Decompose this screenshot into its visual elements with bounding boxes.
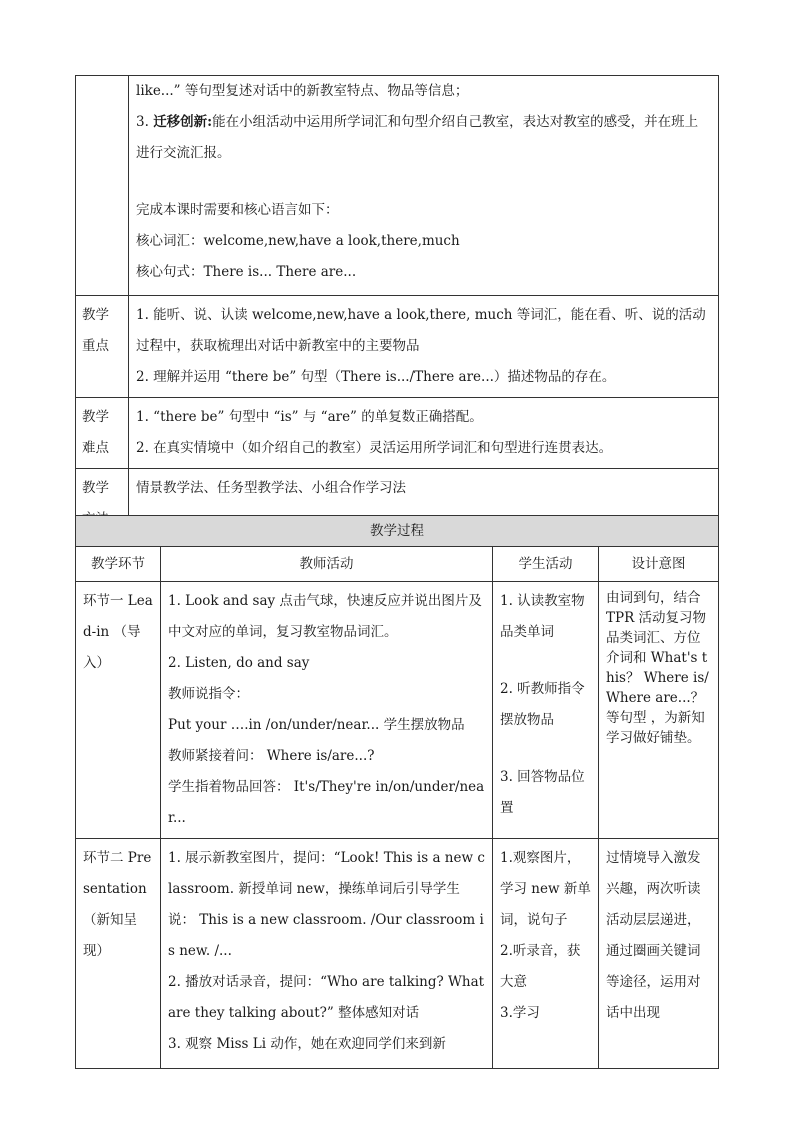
key-point-2: 2. 理解并运用 “there be” 句型（There is.../There are...）描述物品的存在。 [136,369,616,385]
teacher-step: 学生指着物品回答： It's/They're in/on/under/near... [168,779,485,826]
stage-name: 环节一 Lead-in （导入） [76,582,161,839]
teacher-activity [161,839,493,1069]
core-vocabulary: 核心词汇：welcome,new,have a look,there,much [136,233,460,249]
key-points-label: 教学重点 [76,296,129,398]
difficulties-content [129,398,719,469]
student-step: 1. 认读教室物品类单词 [500,593,585,640]
difficulty-1: 1. “there be” 句型中 “is” 与 “are” 的单复数正确搭配。 [136,409,483,425]
teaching-process-table [75,515,719,1069]
core-language-intro: 完成本课时需要和核心语言如下： [136,202,339,218]
teacher-step: 2. Listen, do and say [168,655,310,671]
header-student: 学生活动 [493,547,599,582]
core-sentence: 核心句式：There is... There are... [136,264,357,280]
key-point-1: 1. 能听、说、认读 welcome,new,have a look,there, much 等词汇，能在看、听、说的活动过程中，获取梳理出对话中新教室中的主要物品 [136,307,706,354]
objective-item-3-num: 3. [136,114,149,130]
methods-label: 教学 [76,469,129,540]
teacher-step: 教师说指令： [168,686,249,702]
header-teacher: 教师活动 [161,547,493,582]
stage-row [76,839,719,1069]
teacher-step: 3. 观察 Miss Li 动作，她在欢迎同学们来到新 [168,1036,446,1052]
objectives-label-cell [76,76,129,296]
student-activity [493,839,599,1069]
difficulties-label: 教学难点 [76,398,129,469]
objective-line: like...” 等句型复述对话中的新教室特点、物品等信息； [136,83,469,99]
design-intent: 过情境导入激发兴趣，两次听读活动层层递进，通过圈画关键词等途径，运用对话中出现 [599,839,719,1069]
design-intent: 由词到句，结合 TPR 活动复习物品类词汇、方位介词和 What's this？ Where is/Where are...？ 等句型 ，为新知学习做好铺垫。 [599,582,719,839]
objectives-row [76,76,719,296]
student-step: 2.听录音，获大意 [500,943,581,990]
header-intent: 设计意图 [599,547,719,582]
lesson-plan-top-table [75,75,719,540]
process-header-row [76,547,719,582]
process-banner: 教学过程 [76,516,719,547]
teacher-step: Put your ….in /on/under/near... 学生摆放物品 [168,717,465,733]
student-step: 3.学习 [500,1005,540,1021]
objective-item-3-title: 迁移创新: [153,114,213,130]
objectives-content-cell [129,76,719,296]
objective-item-3-text: 能在小组活动中运用所学词汇和句型介绍自己教室，表达对教室的感受，并在班上进行交流汇报。 [136,114,699,161]
objective-item-3 [136,107,711,169]
spacer [500,736,591,762]
key-points-content [129,296,719,398]
teacher-step: 2. 播放对话录音，提问：“Who are talking? What are they talking about?” 整体感知对话 [168,974,485,1021]
difficulty-2: 2. 在真实情境中（如介绍自己的教室）灵活运用所学词汇和句型进行连贯表达。 [136,440,613,456]
key-points-row [76,296,719,398]
student-step: 3. 回答物品位置 [500,769,585,816]
process-banner-row [76,516,719,547]
spacer [500,648,591,674]
teacher-step: 1. 展示新教室图片，提问：“Look! This is a new classroom. 新授单词 new，操练单词后引导学生说： This is a new classroom. /Our classroom is new. /... [168,850,485,959]
teacher-step: 1. Look and say 点击气球，快速反应并说出图片及中文对应的单词，复习教室物品词汇。 [168,593,482,640]
stage-row [76,582,719,839]
header-stage: 教学环节 [76,547,161,582]
spacer [136,169,711,195]
student-activity [493,582,599,839]
stage-name: 环节二 Presentation（新知呈现） [76,839,161,1069]
student-step: 2. 听教师指令摆放物品 [500,681,585,728]
student-step: 1.观察图片，学习 new 新单词，说句子 [500,850,591,928]
methods-content: 情景教学法、任务型教学法、小组合作学习法 [129,469,719,540]
difficulties-row [76,398,719,469]
teacher-step: 教师紧接着问： Where is/are...? [168,748,375,764]
teacher-activity [161,582,493,839]
